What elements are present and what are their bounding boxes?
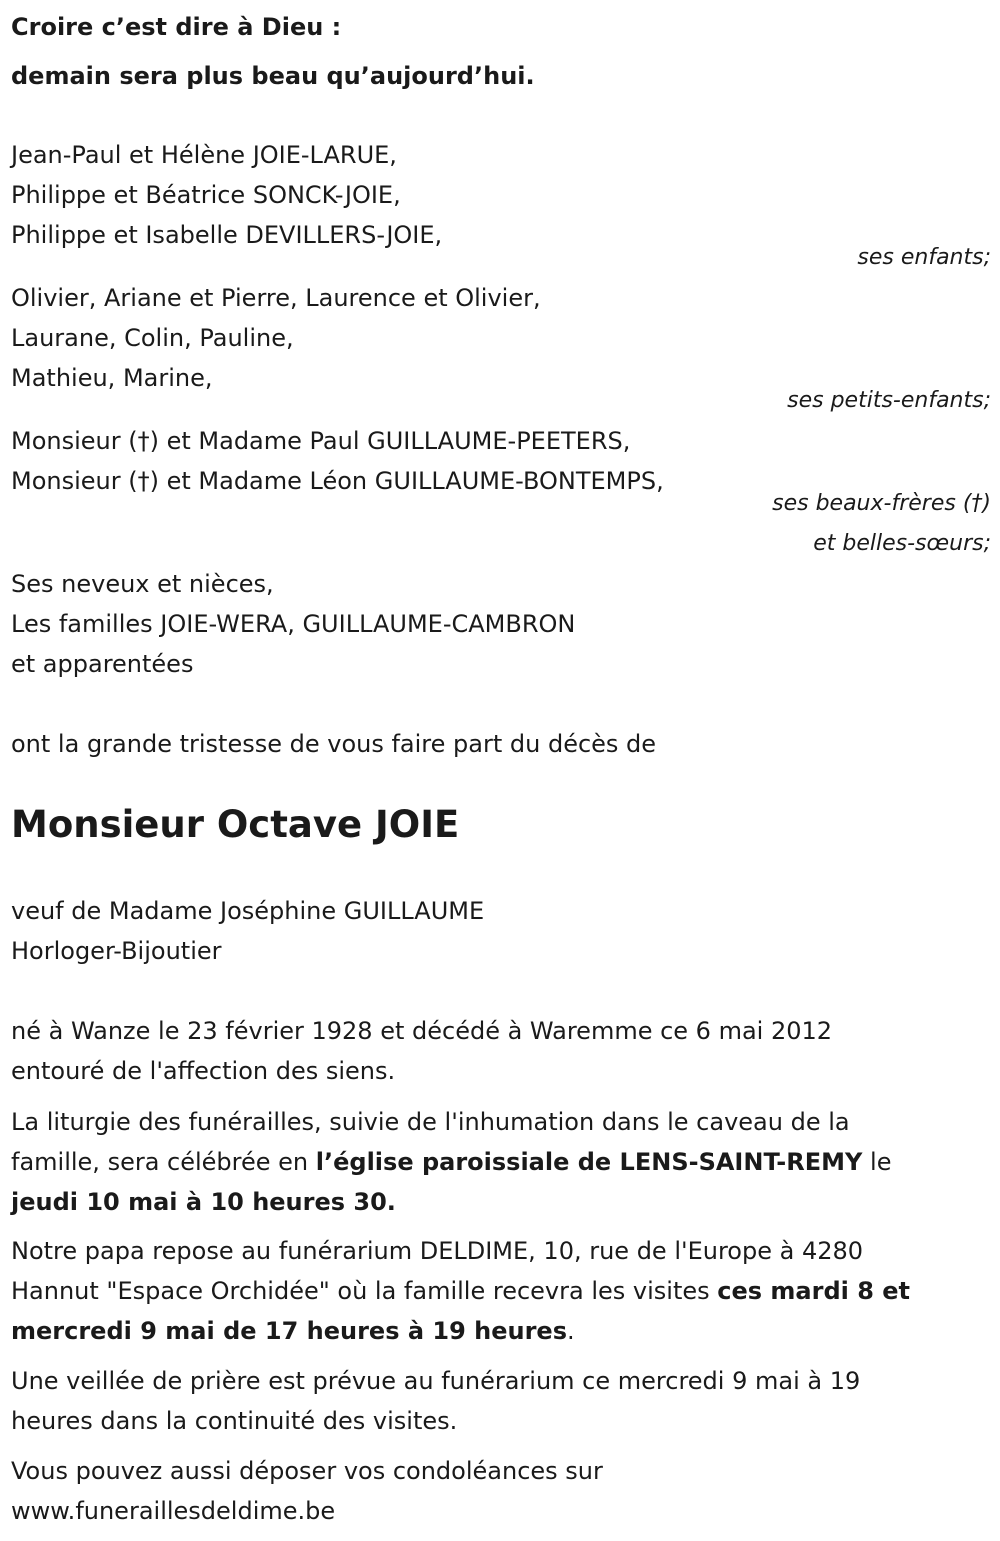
children-name-1: Jean-Paul et Hélène JOIE-LARUE, [11,141,397,169]
visitation-hours: mercredi 9 mai de 17 heures à 19 heures [11,1317,567,1345]
spouse-detail: veuf de Madame Joséphine GUILLAUME [11,897,485,925]
motto-line-2: demain sera plus beau qu’aujourd’hui. [11,62,535,90]
relatives-line-1: Ses neveux et nièces, [11,570,274,598]
grandchildren-name-3: Mathieu, Marine, [11,364,213,392]
funeral-date: jeudi 10 mai à 10 heures 30. [11,1188,396,1216]
in-laws-relation-1: ses beaux-frères (†) [772,491,991,516]
vigil-line-1: Une veillée de prière est prévue au funérarium ce mercredi 9 mai à 19 [11,1367,861,1395]
relatives-line-3: et apparentées [11,650,194,678]
church-name: l’église paroissiale de LENS-SAINT-REMY [315,1148,863,1176]
grandchildren-name-1: Olivier, Ariane et Pierre, Laurence et Olivier, [11,284,541,312]
grandchildren-relation: ses petits-enfants; [787,388,991,413]
condolences-line-1: Vous pouvez aussi déposer vos condoléances sur [11,1457,603,1485]
motto-line-1: Croire c’est dire à Dieu : [11,13,342,41]
in-laws-relation-2: et belles-sœurs; [813,531,991,556]
visitation-line-3-end: . [566,1317,575,1345]
visitation-line-2-start: Hannut "Espace Orchidée" où la famille recevra les visites [11,1277,718,1305]
profession: Horloger-Bijoutier [11,937,222,965]
deceased-name: Monsieur Octave JOIE [11,803,460,846]
liturgy-line-2 [11,1147,891,1177]
birth-death-line-2: entouré de l'affection des siens. [11,1057,396,1085]
liturgy-line-2-start: famille, sera célébrée en [11,1148,316,1176]
liturgy-line-2-end: le [862,1148,892,1176]
relatives-line-2: Les familles JOIE-WERA, GUILLAUME-CAMBRON [11,610,576,638]
vigil-line-2: heures dans la continuité des visites. [11,1407,458,1435]
liturgy-line-1: La liturgie des funérailles, suivie de l'inhumation dans le caveau de la [11,1108,850,1136]
children-name-2: Philippe et Béatrice SONCK-JOIE, [11,181,401,209]
visitation-line-3 [11,1316,575,1346]
in-laws-name-1: Monsieur (†) et Madame Paul GUILLAUME-PEETERS, [11,427,631,455]
visitation-days: ces mardi 8 et [717,1277,911,1305]
birth-death-line-1: né à Wanze le 23 février 1928 et décédé à Waremme ce 6 mai 2012 [11,1017,833,1045]
grandchildren-name-2: Laurane, Colin, Pauline, [11,324,294,352]
visitation-line-1: Notre papa repose au funérarium DELDIME, 10, rue de l'Europe à 4280 [11,1237,864,1265]
children-relation: ses enfants; [857,245,991,270]
condolences-website: www.funeraillesdeldime.be [11,1497,336,1525]
visitation-line-2 [11,1276,910,1306]
announcement: ont la grande tristesse de vous faire part du décès de [11,730,657,758]
children-name-3: Philippe et Isabelle DEVILLERS-JOIE, [11,221,443,249]
in-laws-name-2: Monsieur (†) et Madame Léon GUILLAUME-BONTEMPS, [11,467,664,495]
